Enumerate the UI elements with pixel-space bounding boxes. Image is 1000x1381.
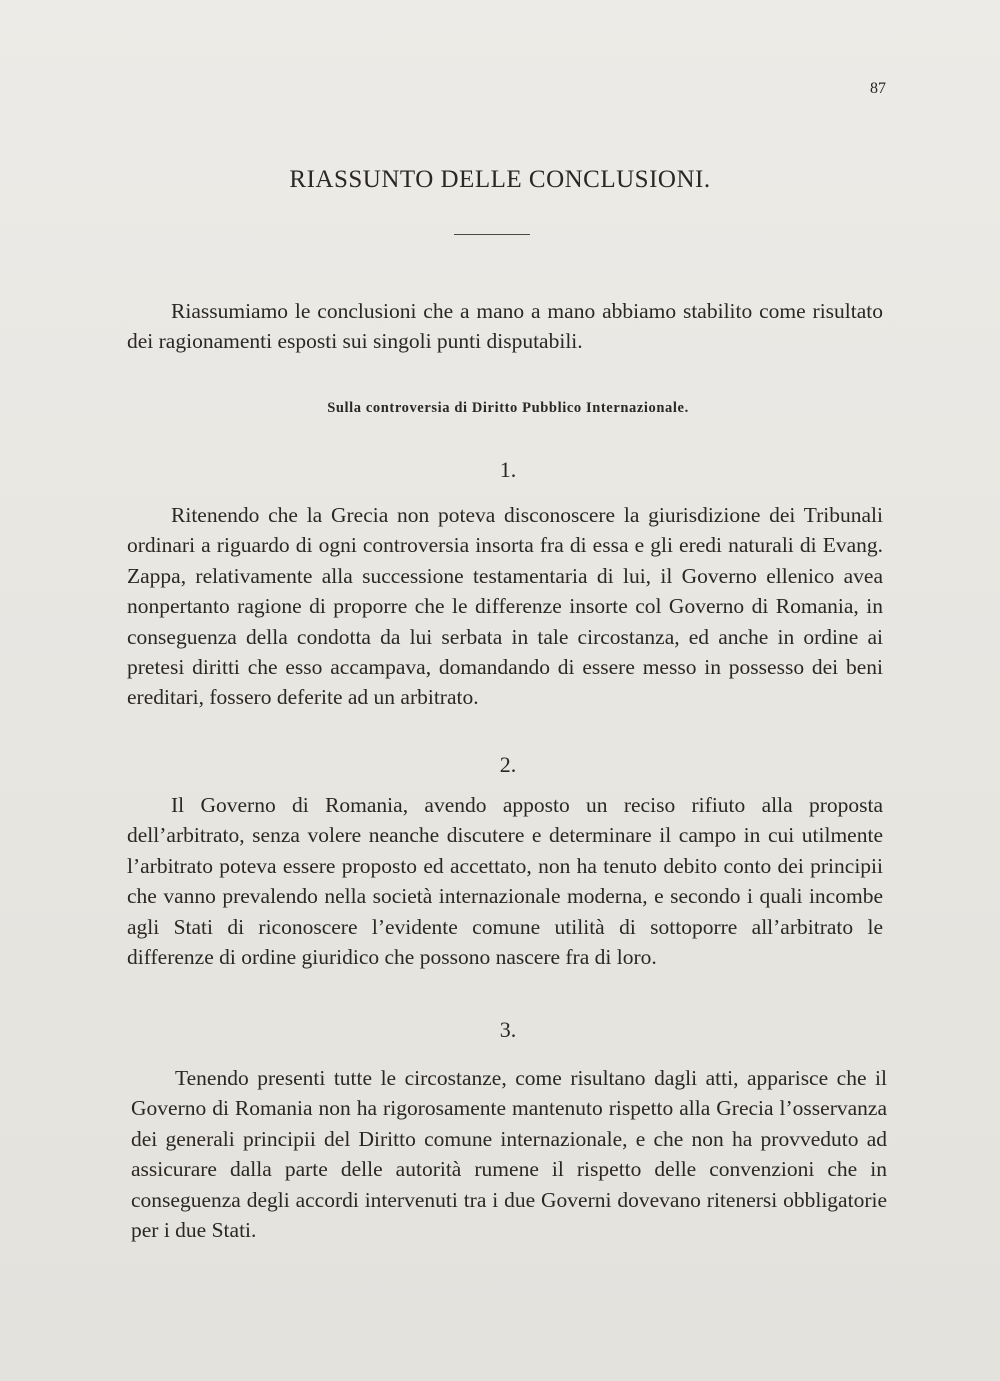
item-number-1: 1. [499, 457, 517, 482]
item-paragraph-2: Il Governo di Romania, avendo apposto un reciso rifiuto alla proposta dell’arbitrato, senza volere neanche discutere e determinare il campo in cui utilmente l’arbitrato poteva essere proposto ed accettato, non ha tenuto debito conto dei principii che vanno prevalendo nella società internazionale moderna, e secondo i quali incombe agli Stati di riconoscere l’evidente comune utilità di sottoporre all’arbitrato le differenze di ordine giuridico che possono nascere fra di loro. [127, 793, 883, 970]
title-rule [454, 234, 530, 235]
intro-paragraph: Riassumiamo le conclusioni che a mano a mano abbiamo stabilito come risultato dei ragionamenti esposti sui singoli punti disputabili. [127, 299, 883, 354]
item-paragraph-1: Ritenendo che la Grecia non poteva disconoscere la giurisdizione dei Tribunali ordinari a riguardo di ogni controversia insorta fra di essa e gli eredi naturali di Evang. Zappa, relativamente alla successione testamentaria di lui, il Governo ellenico avea nonpertanto ragione di proporre che le differenze insorte col Governo di Romania, in conseguenza della condotta da lui serbata in tale circostanza, ed anche in ordine ai pretesi diritti che esso accampava, domandando di essere messo in possesso dei beni ereditari, fossero deferite ad un arbitrato. [127, 503, 883, 710]
page-number: 87 [870, 80, 886, 97]
section-heading: Sulla controversia di Diritto Pubblico Internazionale. [327, 400, 689, 416]
item-paragraph-3: Tenendo presenti tutte le circostanze, come risultano dagli atti, apparisce che il Governo di Romania non ha rigorosamente mantenuto rispetto alla Grecia l’osservanza dei generali principii del Diritto comune internazionale, e che non ha provveduto ad assicurare dalla parte delle autorità rumene il rispetto delle convenzioni che in conseguenza degli accordi intervenuti tra i due Governi dovevano ritenersi obbligatorie per i due Stati. [131, 1066, 887, 1243]
item-number-3: 3. [499, 1017, 517, 1042]
item-number-2: 2. [499, 752, 517, 777]
page-title: RIASSUNTO DELLE CONCLUSIONI. [289, 166, 711, 193]
